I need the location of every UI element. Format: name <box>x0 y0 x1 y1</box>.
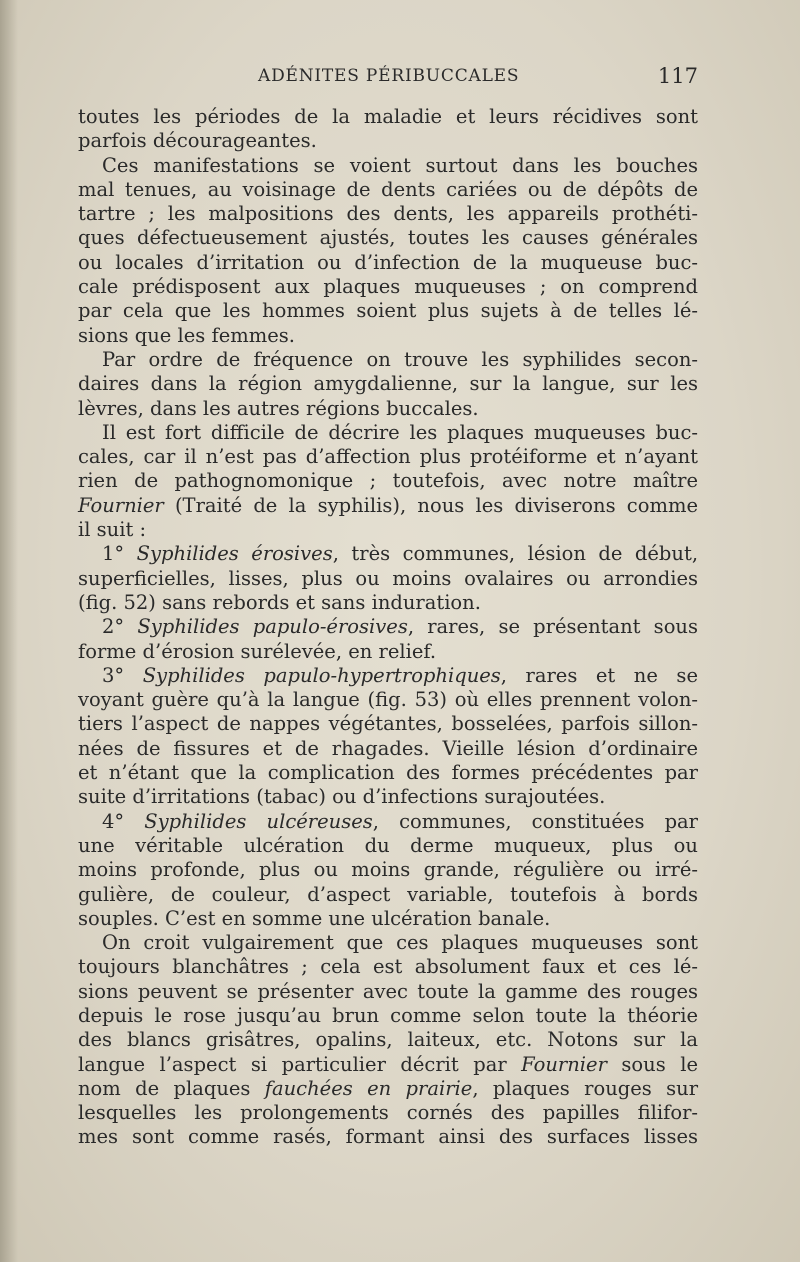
text-span: nom de plaques <box>78 1076 265 1100</box>
text-line: depuis le rose jusqu’au brun comme selon toute la théorie <box>78 1003 698 1027</box>
text-line: ou locales d’irritation ou d’infection de la muqueuse buc- <box>78 250 698 274</box>
text-line: toujours blanchâtres ; cela est absolument faux et ces lé- <box>78 955 698 979</box>
text-line: mal tenues, au voisinage de dents cariées ou de dépôts de <box>78 177 698 201</box>
text-line <box>78 1053 698 1077</box>
italic-text: Syphilides papulo-érosives <box>137 615 408 639</box>
text-line <box>78 542 698 566</box>
text-span: sous le <box>606 1052 698 1076</box>
text-span: , rares, se présentant sous <box>407 615 698 639</box>
italic-text: Fournier <box>78 493 164 517</box>
text-line: sions peuvent se présenter avec toute la gamme des rouges <box>78 979 698 1003</box>
text-span: , communes, constituées par <box>372 809 698 833</box>
text-line <box>78 494 698 518</box>
text-line: ques défectueusement ajustés, toutes les causes générales <box>78 226 698 250</box>
italic-text: fauchées en prairie <box>264 1076 473 1100</box>
page-gutter-shadow <box>0 0 18 1262</box>
text-line: Ces manifestations se voient surtout dans les bouches <box>102 153 698 177</box>
italic-text: Fournier <box>521 1052 607 1076</box>
text-line <box>78 664 698 688</box>
text-line: mes sont comme rasés, formant ainsi des surfaces lisses <box>78 1125 698 1149</box>
text-span: , très communes, lésion de début, <box>332 542 699 566</box>
text-line: tartre ; les malpositions des dents, les appareils prothéti- <box>78 202 698 226</box>
text-line: superficielles, lisses, plus ou moins ovalaires ou arrondies <box>78 566 698 590</box>
text-line: toutes les périodes de la maladie et leurs récidives sont <box>78 105 698 128</box>
text-line: lesquelles les prolongements cornés des papilles filifor- <box>78 1101 698 1125</box>
italic-text: Syphilides ulcéreuses <box>144 809 373 833</box>
text-span: , plaques rouges sur <box>472 1076 699 1100</box>
text-line: tiers l’aspect de nappes végétantes, bosselées, parfois sillon- <box>78 712 698 736</box>
text-line: une véritable ulcération du derme muqueux, plus ou <box>78 833 698 857</box>
text-line: il suit : <box>78 518 147 542</box>
text-line <box>78 810 698 834</box>
text-line: des blancs grisâtres, opalins, laiteux, etc. Notons sur la <box>78 1028 698 1052</box>
text-line: parfois décourageantes. <box>78 129 317 153</box>
text-line: gulière, de couleur, d’aspect variable, toutefois à bords <box>78 882 698 906</box>
text-line: Par ordre de fréquence on trouve les syphilides secon- <box>102 347 698 371</box>
text-line: forme d’érosion surélevée, en relief. <box>78 639 437 663</box>
text-line: daires dans la région amygdalienne, sur la langue, sur les <box>78 372 698 396</box>
italic-text: Syphilides papulo-hypertrophiques <box>142 663 501 687</box>
page-header <box>78 64 698 94</box>
text-line: souples. C’est en somme une ulcération banale. <box>78 906 551 930</box>
text-span: 3° <box>102 663 143 687</box>
text-line: par cela que les hommes soient plus sujets à de telles lé- <box>78 299 698 323</box>
text-span: langue l’aspect si particulier décrit par <box>78 1052 522 1076</box>
text-span: 2° <box>102 615 138 639</box>
italic-text: Syphilides érosives <box>136 542 333 566</box>
text-line: voyant guère qu’à la langue (fig. 53) où elles prennent volon- <box>78 688 698 712</box>
text-line: suite d’irritations (tabac) ou d’infections surajoutées. <box>78 785 606 809</box>
text-line <box>78 615 698 639</box>
text-line: rien de pathognomonique ; toutefois, avec notre maître <box>78 469 698 493</box>
text-span: (Traité de la syphilis), nous les diviserons comme <box>163 493 698 517</box>
text-line: lèvres, dans les autres régions buccales. <box>78 396 479 420</box>
text-span: 4° <box>102 809 145 833</box>
text-line: sions que les femmes. <box>78 323 295 347</box>
text-line: cales, car il n’est pas d’affection plus protéiforme et n’ayant <box>78 445 698 469</box>
running-head: ADÉNITES PÉRIBUCCALES <box>258 66 520 86</box>
text-line: Il est fort difficile de décrire les plaques muqueuses buc- <box>102 420 698 444</box>
text-line: et n’étant que la complication des formes précédentes par <box>78 761 698 785</box>
text-line: cale prédisposent aux plaques muqueuses ; on comprend <box>78 275 698 299</box>
page-number: 117 <box>657 64 698 88</box>
text-line: (fig. 52) sans rebords et sans induration. <box>78 590 481 614</box>
text-span: , rares et ne se <box>500 663 698 687</box>
text-line: On croit vulgairement que ces plaques muqueuses sont <box>102 931 698 955</box>
text-line <box>78 1077 698 1101</box>
text-line: moins profonde, plus ou moins grande, régulière ou irré- <box>78 858 698 882</box>
text-span: 1° <box>102 542 137 566</box>
body-text <box>78 105 698 1150</box>
text-line: nées de fissures et de rhagades. Vieille lésion d’ordinaire <box>78 736 698 760</box>
